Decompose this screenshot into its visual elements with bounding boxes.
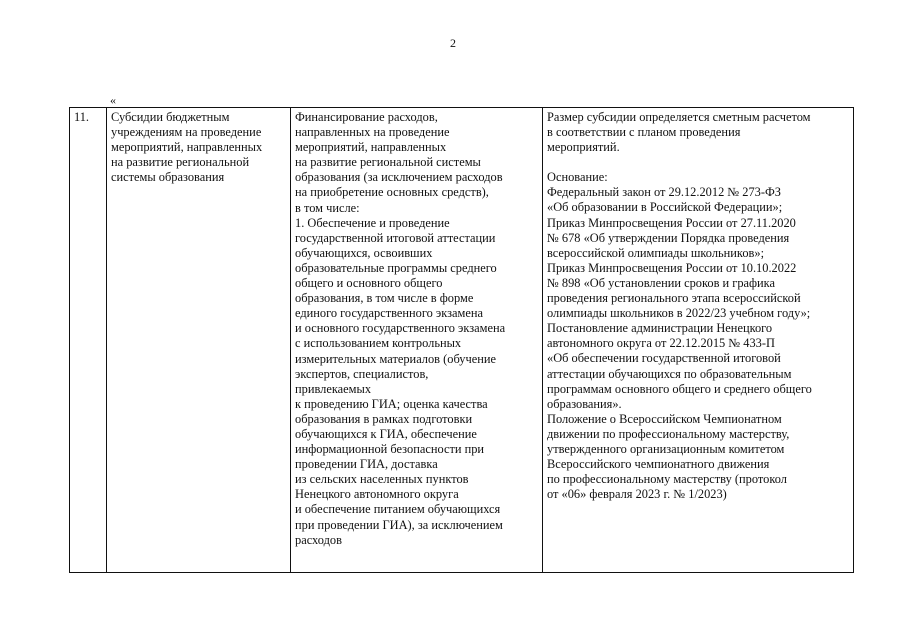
description-line: экспертов, специалистов, bbox=[295, 366, 429, 381]
description-line: измерительных материалов (обучение bbox=[295, 351, 496, 366]
description-line: образования, в том числе в форме bbox=[295, 291, 474, 306]
basis-line: программам основного общего и среднего общего bbox=[547, 381, 812, 396]
subsidy-description-cell bbox=[291, 108, 543, 573]
description-line: с использованием контрольных bbox=[295, 336, 462, 351]
description-line: на развитие региональной системы bbox=[295, 155, 481, 170]
basis-line: № 678 «Об утверждении Порядка проведения bbox=[547, 230, 790, 245]
basis-line: по профессиональному мастерству (протокол bbox=[547, 472, 787, 487]
description-line: мероприятий, направленных bbox=[295, 140, 447, 155]
subsidy-basis-cell bbox=[543, 108, 854, 573]
basis-line: движении по профессиональному мастерству, bbox=[547, 426, 790, 441]
basis-intro bbox=[547, 110, 849, 155]
basis-line: Постановление администрации Ненецкого bbox=[547, 321, 773, 336]
description-line: в том числе: bbox=[295, 200, 360, 215]
row-number-cell bbox=[70, 108, 107, 573]
description-line: и основного государственного экзамена bbox=[295, 321, 506, 336]
basis-line: утвержденного организационным комитетом bbox=[547, 441, 785, 456]
description-line: направленных на проведение bbox=[295, 125, 450, 140]
subsidy-name-line: мероприятий, направленных bbox=[111, 140, 263, 155]
description-line: единого государственного экзамена bbox=[295, 306, 483, 321]
subsidy-table bbox=[69, 107, 854, 573]
description-line: при проведении ГИА), за исключением bbox=[295, 517, 503, 532]
description-line: 1. Обеспечение и проведение bbox=[295, 215, 450, 230]
basis-line: Основание: bbox=[547, 170, 608, 185]
page-number: 2 bbox=[450, 36, 456, 50]
description-line: обучающихся к ГИА, обеспечение bbox=[295, 426, 477, 441]
basis-line: «Об обеспечении государственной итоговой bbox=[547, 351, 781, 366]
description-line: общего и основного общего bbox=[295, 276, 443, 291]
basis-intro-line: в соответствии с планом проведения bbox=[547, 125, 741, 140]
subsidy-name-line: системы образования bbox=[111, 170, 225, 185]
description-line: государственной итоговой аттестации bbox=[295, 230, 496, 245]
description-line: обучающихся, освоивших bbox=[295, 245, 433, 260]
paragraph-gap bbox=[547, 155, 849, 170]
description-line: на приобретение основных средств), bbox=[295, 185, 489, 200]
basis-line: аттестации обучающихся по образовательным bbox=[547, 366, 792, 381]
basis-intro-line: мероприятий. bbox=[547, 140, 620, 155]
description-line: расходов bbox=[295, 532, 342, 547]
basis-line: «Об образовании в Российской Федерации»; bbox=[547, 200, 783, 215]
basis-line: № 898 «Об установлении сроков и графика bbox=[547, 275, 776, 290]
description-line: образования в рамках подготовки bbox=[295, 411, 473, 426]
table-row bbox=[70, 108, 854, 573]
description-line: к проведению ГИА; оценка качества bbox=[295, 396, 488, 411]
subsidy-name-line: учреждениям на проведение bbox=[111, 125, 262, 140]
description-line: информационной безопасности при bbox=[295, 442, 485, 457]
description-line: привлекаемых bbox=[295, 381, 372, 396]
subsidy-name-line: на развитие региональной bbox=[111, 155, 250, 170]
basis-line: всероссийской олимпиады школьников»; bbox=[547, 245, 765, 260]
basis-line: олимпиады школьников в 2022/23 учебном году»; bbox=[547, 306, 811, 321]
description-line: Ненецкого автономного округа bbox=[295, 487, 459, 502]
description-line: образовательные программы среднего bbox=[295, 260, 497, 275]
basis-line: Приказ Минпросвещения России от 10.10.2022 bbox=[547, 260, 797, 275]
subsidy-name-line: Субсидии бюджетным bbox=[111, 110, 230, 124]
description-line: и обеспечение питанием обучающихся bbox=[295, 502, 501, 517]
basis-line: Приказ Минпросвещения России от 27.11.2020 bbox=[547, 215, 796, 230]
subsidy-name-cell bbox=[107, 108, 291, 573]
description-line: образования (за исключением расходов bbox=[295, 170, 503, 185]
opening-quote-mark: « bbox=[110, 93, 116, 107]
basis-line: Всероссийского чемпионатного движения bbox=[547, 457, 770, 472]
basis-line: Федеральный закон от 29.12.2012 № 273-ФЗ bbox=[547, 185, 781, 200]
basis-line: от «06» февраля 2023 г. № 1/2023) bbox=[547, 487, 727, 502]
basis-line: проведения регионального этапа всероссийской bbox=[547, 291, 801, 306]
description-line: проведении ГИА, доставка bbox=[295, 457, 438, 472]
basis-intro-line: Размер субсидии определяется сметным расчетом bbox=[547, 110, 811, 124]
basis-line: образования». bbox=[547, 396, 622, 411]
basis-line: Положение о Всероссийском Чемпионатном bbox=[547, 411, 782, 426]
description-line: из сельских населенных пунктов bbox=[295, 472, 469, 487]
description-line: Финансирование расходов, bbox=[295, 110, 438, 124]
row-number: 11. bbox=[74, 110, 90, 124]
basis-line: автономного округа от 22.12.2015 № 433-П bbox=[547, 336, 775, 351]
basis-legal-references bbox=[547, 170, 849, 502]
